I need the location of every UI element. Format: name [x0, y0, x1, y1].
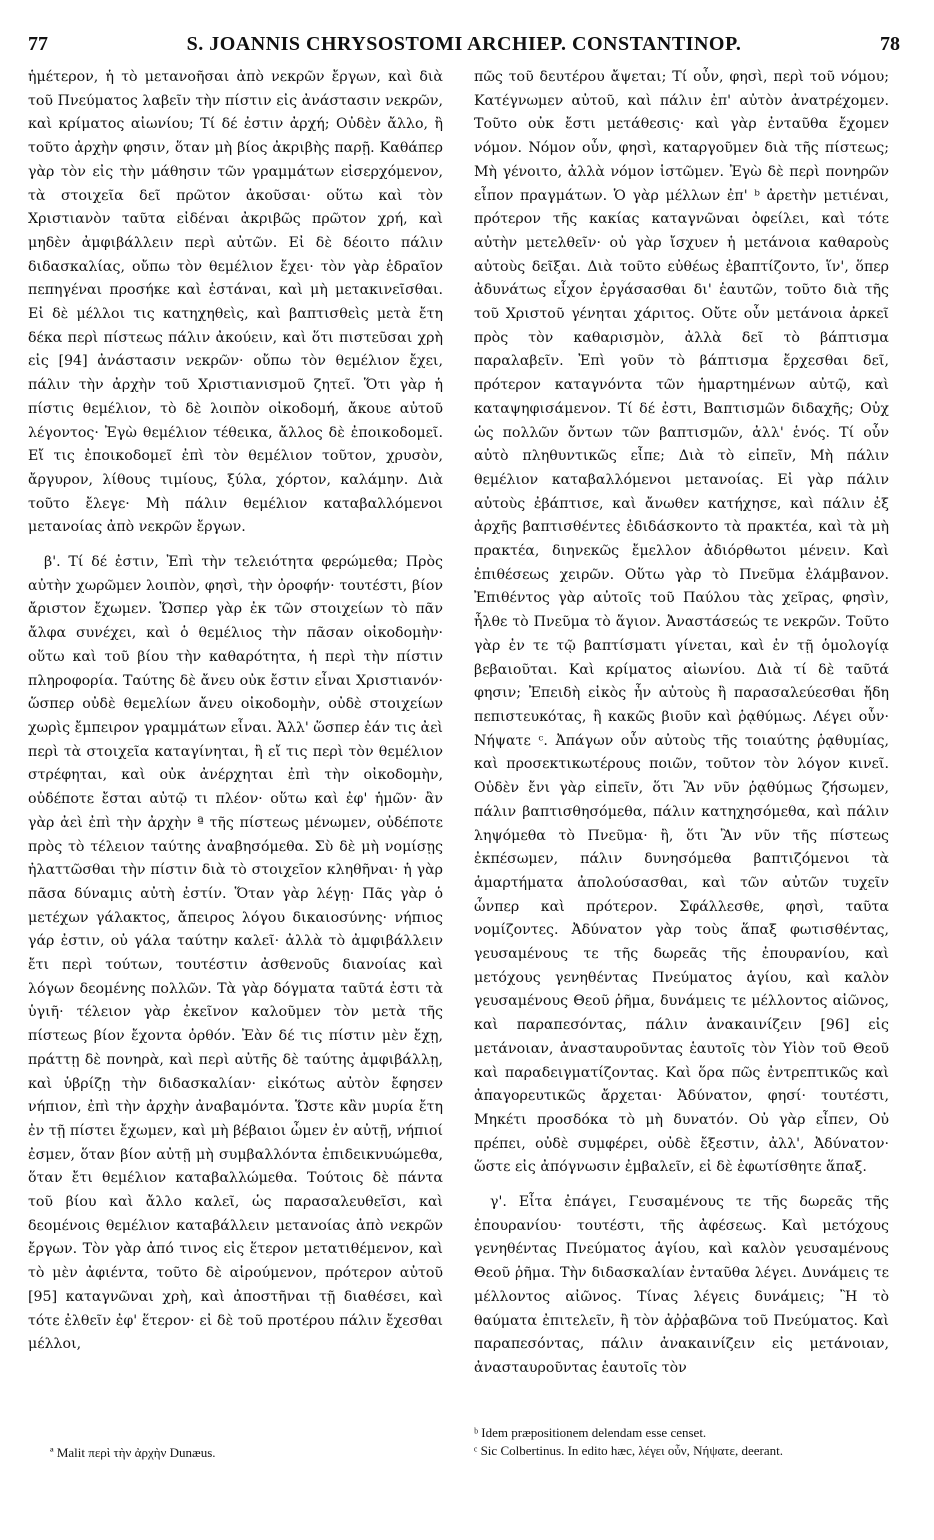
running-head-title: S. JOANNIS CHRYSOSTOMI ARCHIEP. CONSTANTINOP. [186, 33, 742, 55]
left-column [28, 66, 443, 1357]
page-number-left: 77 [28, 33, 48, 55]
running-header [28, 33, 900, 59]
right-paragraph-2: γ'. Εἶτα ἐπάγει, Γευσαμένους τε τῆς δωρεᾶς τῆς ἐπουρανίου· τουτέστι, τῆς ἀφέσεως. Καὶ μετόχους γενηθέντας Πνεύματος ἁγίου, καὶ καλὸν γευσαμένους Θεοῦ ῥῆμα. Τὴν διδασκαλίαν ἐνταῦθα λέγει. Δυνάμεις τε μέλλοντος αἰῶνος. Τίνας λέγεις δυνάμεις; Ἢ τὸ θαύματα ἐπιτελεῖν, ἢ τὸν ἀῤῥαβῶνα τοῦ Πνεύματος. Καὶ παραπεσόντας, πάλιν ἀνακαινίζειν εἰς μετάνοιαν, ἀνασταυροῦντας ἑαυτοῖς τὸν [474, 1194, 889, 1376]
footnotes-right [474, 1424, 894, 1460]
footnote-a: ª Malit περὶ τὴν ἀρχὴν Dunæus. [50, 1445, 216, 1460]
page-number-right: 78 [880, 33, 900, 55]
footnote-b: ᵇ Idem præpositionem delendam esse censet. [474, 1425, 707, 1440]
footnote-c: ᶜ Sic Colbertinus. In edito hæc, λέγει οὖν, Νήψατε, deerant. [474, 1443, 783, 1458]
right-paragraph-1: πῶς τοῦ δευτέρου ἄψεται; Τί οὖν, φησὶ, περὶ τοῦ νόμου; Κατέγνωμεν αὐτοῦ, καὶ πάλιν ἐπ' αὐτὸν ἀνατρέχομεν. Τοῦτο οὐκ ἔστι μετάθεσις· καὶ γὰρ ἐνταῦθα ἔχομεν νόμον. Νόμον οὖν, φησὶ, καταργοῦμεν διὰ τῆς πίστεως; Μὴ γένοιτο, ἀλλὰ νόμον ἱστῶμεν. Ἐγὼ δὲ περὶ πονηρῶν εἶπον πραγμάτων. Ὁ γὰρ μέλλων ἐπ' ᵇ ἀρετὴν μετιέναι, πρότερον τῆς κακίας καταγνῶναι ὀφείλει, καὶ τότε αὐτὴν μετελθεῖν· οὐ γὰρ ἴσχυεν ἡ μετάνοια καθαροὺς αὐτοὺς δεῖξαι. Διὰ τοῦτο εὐθέως ἐβαπτίζοντο, ἵν', ὅπερ ἀδυνάτως εἶχον ἐργάσασθαι δι' ἑαυτῶν, τοῦτο διὰ τῆς τοῦ Χριστοῦ γένηται χάριτος. Οὔτε οὖν μετάνοια ἀρκεῖ πρὸς τὸν καθαρισμὸν, ἀλλὰ δεῖ τὸ βάπτισμα παραλαβεῖν. Ἐπὶ γοῦν τὸ βάπτισμα ἔρχεσθαι δεῖ, πρότερον καταγνόντα τῶν ἡμαρτημένων αὐτῷ, καὶ καταψηφισάμενον. Τί δέ ἐστι, Βαπτισμῶν διδαχῆς; Οὐχ ὡς πολλῶν ὄντων τῶν βαπτισμῶν, ἀλλ' ἑνός. Τί οὖν αὐτὸ πληθυντικῶς εἶπε; Διὰ τὸ εἰπεῖν, Μὴ πάλιν θεμέλιον καταβαλλόμενοι μετανοίας. Εἰ γὰρ πάλιν αὐτοὺς ἐβάπτισε, καὶ ἄνωθεν κατήχησε, καὶ πάλιν ἐξ ἀρχῆς βαπτισθέντες ἐδιδάσκοντο τὰ πρακτέα, καὶ τὰ μὴ πρακτέα, διηνεκῶς ἔμελλον ἀδιόρθωτοι μένειν. Καὶ ἐπιθέσεως χειρῶν. Οὕτω γὰρ τὸ Πνεῦμα ἐλάμβανον. Ἐπιθέντος γὰρ αὐτοῖς τοῦ Παύλου τὰς χεῖρας, φησὶν, ἦλθε τὸ Πνεῦμα τὸ ἅγιον. Ἀναστάσεώς τε νεκρῶν. Τοῦτο γὰρ ἐν τε τῷ βαπτίσματι γίνεται, καὶ ἐν τῇ ὁμολογίᾳ βεβαιοῦται. Καὶ κρίματος αἰωνίου. Διὰ τί δὲ ταῦτά φησιν; Ἐπειδὴ εἰκὸς ἦν αὐτοὺς ἢ παρασαλεύεσθαι ἤδη πεπιστευκότας, ἢ κακῶς βιοῦν καὶ ῥᾳθύμως. Λέγει οὖν· Νήψατε ᶜ. Ἀπάγων οὖν αὐτοὺς τῆς τοιαύτης ῥᾳθυμίας, καὶ προσεκτικωτέρους ποιῶν, τοῦτον τὸν λόγον κινεῖ. Οὐδὲν ἔνι γὰρ εἰπεῖν, ὅτι Ἂν νῦν ῥᾳθύμως ζήσωμεν, πάλιν βαπτισθησόμεθα, πάλιν κατηχησόμεθα, καὶ πάλιν ληψόμεθα τὸ Πνεῦμα· ἢ, ὅτι Ἂν νῦν τῆς πίστεως ἐκπέσωμεν, πάλιν δυνησόμεθα βαπτιζόμενοι τὰ ἁμαρτήματα ἀπολούσασθαι, καὶ τῶν αὐτῶν τυχεῖν ὧνπερ καὶ πρότερον. Σφάλλεσθε, φησὶ, ταῦτα νομίζοντες. Ἀδύνατον γὰρ τοὺς ἅπαξ φωτισθέντας, γευσαμένους τε τῆς δωρεᾶς τῆς ἐπουρανίου, καὶ μετόχους γενηθέντας Πνεύματος ἁγίου, καὶ καλὸν γευσαμένους Θεοῦ ῥῆμα, δυνάμεις τε μέλλοντος αἰῶνος, καὶ παραπεσόντας, πάλιν ἀνακαινίζειν [96] εἰς μετάνοιαν, ἀνασταυροῦντας ἑαυτοῖς τὸν Υἱὸν τοῦ Θεοῦ καὶ παραδειγματίζοντας. Καὶ ὅρα πῶς ἐντρεπτικῶς καὶ ἀπαγορευτικῶς ἄρχεται· Ἀδύνατον, φησί· τουτέστι, Μηκέτι προσδόκα τὸ μὴ δυνατόν. Οὐ γὰρ εἶπεν, Οὐ πρέπει, οὐδὲ συμφέρει, οὐδὲ ἔξεστιν, ἀλλ', Ἀδύνατον· ὥστε εἰς ἀπόγνωσιν ἐμβαλεῖν, εἰ δὲ ἐφωτίσθητε ἅπαξ. [474, 69, 889, 1176]
left-paragraph-2: β'. Τί δέ ἐστιν, Ἐπὶ τὴν τελειότητα φερώμεθα; Πρὸς αὐτὴν χωρῶμεν λοιπὸν, φησὶ, τὴν ὀροφήν· τουτέστι, βίον ἄριστον ἔχωμεν. Ὥσπερ γὰρ ἐκ τῶν στοιχείων τὸ πᾶν ἄλφα συνέχει, καὶ ὁ θεμέλιος τὴν πᾶσαν οἰκοδομὴν· οὕτω καὶ τοῦ βίου τὴν καθαρότητα, ἡ περὶ τὴν πίστιν πληροφορία. Ταύτης δὲ ἄνευ οὐκ ἔστιν εἶναι Χριστιανόν· ὥσπερ οὐδὲ θεμελίων ἄνευ οἰκοδομὴν, οὐδὲ στοιχείων χωρὶς ἔμπειρον γραμμάτων εἶναι. Ἀλλ' ὥσπερ ἐάν τις ἀεὶ περὶ τὰ στοιχεῖα καταγίνηται, ἢ εἴ τις περὶ τὸν θεμέλιον στρέφηται, καὶ οὐκ ἀνέρχηται ἐπὶ τὴν οἰκοδομὴν, οὐδέποτε ἔσται αὐτῷ τι πλέον· οὕτω καὶ ἐφ' ἡμῶν· ἂν γὰρ ἀεὶ ἐπὶ τὴν ἀρχὴν ª τῆς πίστεως μένωμεν, οὐδέποτε πρὸς τὸ τέλειον ταύτης ἀναβησόμεθα. Σὺ δὲ μὴ νομίσῃς ἠλαττῶσθαι τὴν πίστιν διὰ τὸ στοιχεῖον κληθῆναι· ἡ γὰρ πᾶσα δύναμις αὐτὴ ἐστίν. Ὅταν γὰρ λέγῃ· Πᾶς γὰρ ὁ μετέχων γάλακτος, ἄπειρος λόγου δικαιοσύνης· νήπιος γάρ ἐστιν, οὐ γάλα ταύτην καλεῖ· ἀλλὰ τὸ ἀμφιβάλλειν ἔτι περὶ τούτων, τουτέστιν ἀσθενοῦς διανοίας καὶ λόγων δεομένης πολλῶν. Τὰ γὰρ δόγματα ταῦτά ἐστι τὰ ὑγιῆ· τέλειον γὰρ ἐκεῖνον καλοῦμεν τὸν μετὰ τῆς πίστεως βίον ἔχοντα ὀρθόν. Ἐὰν δέ τις πίστιν μὲν ἔχῃ, πράττῃ δὲ πονηρὰ, καὶ περὶ αὐτῆς δὲ ταύτης ἀμφιβάλλῃ, καὶ ὑβρίζῃ τὴν διδασκαλίαν· εἰκότως αὐτὸν ἔφησεν νήπιον, ἐπὶ τὴν ἀρχὴν ἀναβαμόντα. Ὥστε κἂν μυρία ἔτη ἐν τῇ πίστει ἔχωμεν, καὶ μὴ βέβαιοι ὦμεν ἐν αὐτῇ, νήπιοί ἐσμεν, ὅταν βίον αὐτῇ μὴ συμβαλλόντα ἐπιδεικνυώμεθα, ὅταν ἔτι θεμέλιον καταβαλλώμεθα. Τούτοις δὲ πάντα τοῦ βίου καὶ ἄλλο καλεῖ, ὡς παρασαλευθεῖσι, καὶ δεομένοις θεμέλιον καταβάλλειν μετανοίας ἀπὸ νεκρῶν ἔργων. Τὸν γὰρ ἀπό τινος εἰς ἕτερον μετατιθέμενον, καὶ τὸ μὲν ἀφιέντα, τοῦτο δὲ αἱρούμενον, πρότερον αὐτοῦ [95] καταγνῶναι χρὴ, καὶ ἀποστῆναι τῇ διαθέσει, καὶ τότε ἐλθεῖν ἐφ' ἕτερον· εἰ δὲ τοῦ προτέρου πάλιν ἔχεσθαι μέλλοι, [28, 554, 443, 1353]
right-column [474, 66, 889, 1381]
left-paragraph-1: ἡμέτερον, ἡ τὸ μετανοῆσαι ἀπὸ νεκρῶν ἔργων, καὶ διὰ τοῦ Πνεύματος λαβεῖν τὴν πίστιν εἰς ἀνάστασιν νεκρῶν, καὶ κρίματος αἰωνίου; Τί δέ ἐστιν ἀρχή; Οὐδὲν ἄλλο, ἢ τοῦτο ἀρχὴν φησιν, ὅταν μὴ βίος ἀκριβὴς παρῇ. Καθάπερ γὰρ τὸν εἰς τὴν μάθησιν τῶν γραμμάτων εἰσερχόμενον, τὰ στοιχεῖα δεῖ πρῶτον ἀκοῦσαι· οὕτω καὶ τὸν Χριστιανὸν ταῦτα εἰδέναι ἀκριβῶς πρῶτον χρή, καὶ μηδὲν ἀμφιβάλλειν περὶ αὐτῶν. Εἰ δὲ δέοιτο πάλιν διδασκαλίας, οὔπω τὸν θεμέλιον ἔχει· τὸν γὰρ ἑδραῖον πεπηγέναι προσήκε καὶ ἑστάναι, καὶ μὴ μετακινεῖσθαι. Εἰ δὲ μέλλοι τις κατηχηθεὶς, καὶ βαπτισθεὶς μετὰ ἔτη δέκα περὶ πίστεως πάλιν ἀκούειν, καὶ ὅτι πιστεῦσαι χρὴ εἰς [94] ἀνάστασιν νεκρῶν· οὔπω τὸν θεμέλιον ἔχει, πάλιν τὴν ἀρχὴν τοῦ Χριστιανισμοῦ ζητεῖ. Ὅτι γὰρ ἡ πίστις θεμέλιον, τὸ δὲ λοιπὸν οἰκοδομή, ἄκουε αὐτοῦ λέγοντος· Ἐγὼ θεμέλιον τέθεικα, ἄλλος δὲ ἐποικοδομεῖ. Εἴ τις ἐποικοδομεῖ ἐπὶ τὸν θεμέλιον τοῦτον, χρυσὸν, ἄργυρον, λίθους τιμίους, ξύλα, χόρτον, καλάμην. Διὰ τοῦτο ἔλεγε· Μὴ πάλιν θεμέλιον καταβαλλόμενοι μετανοίας ἀπὸ νεκρῶν ἔργων. [28, 69, 443, 536]
